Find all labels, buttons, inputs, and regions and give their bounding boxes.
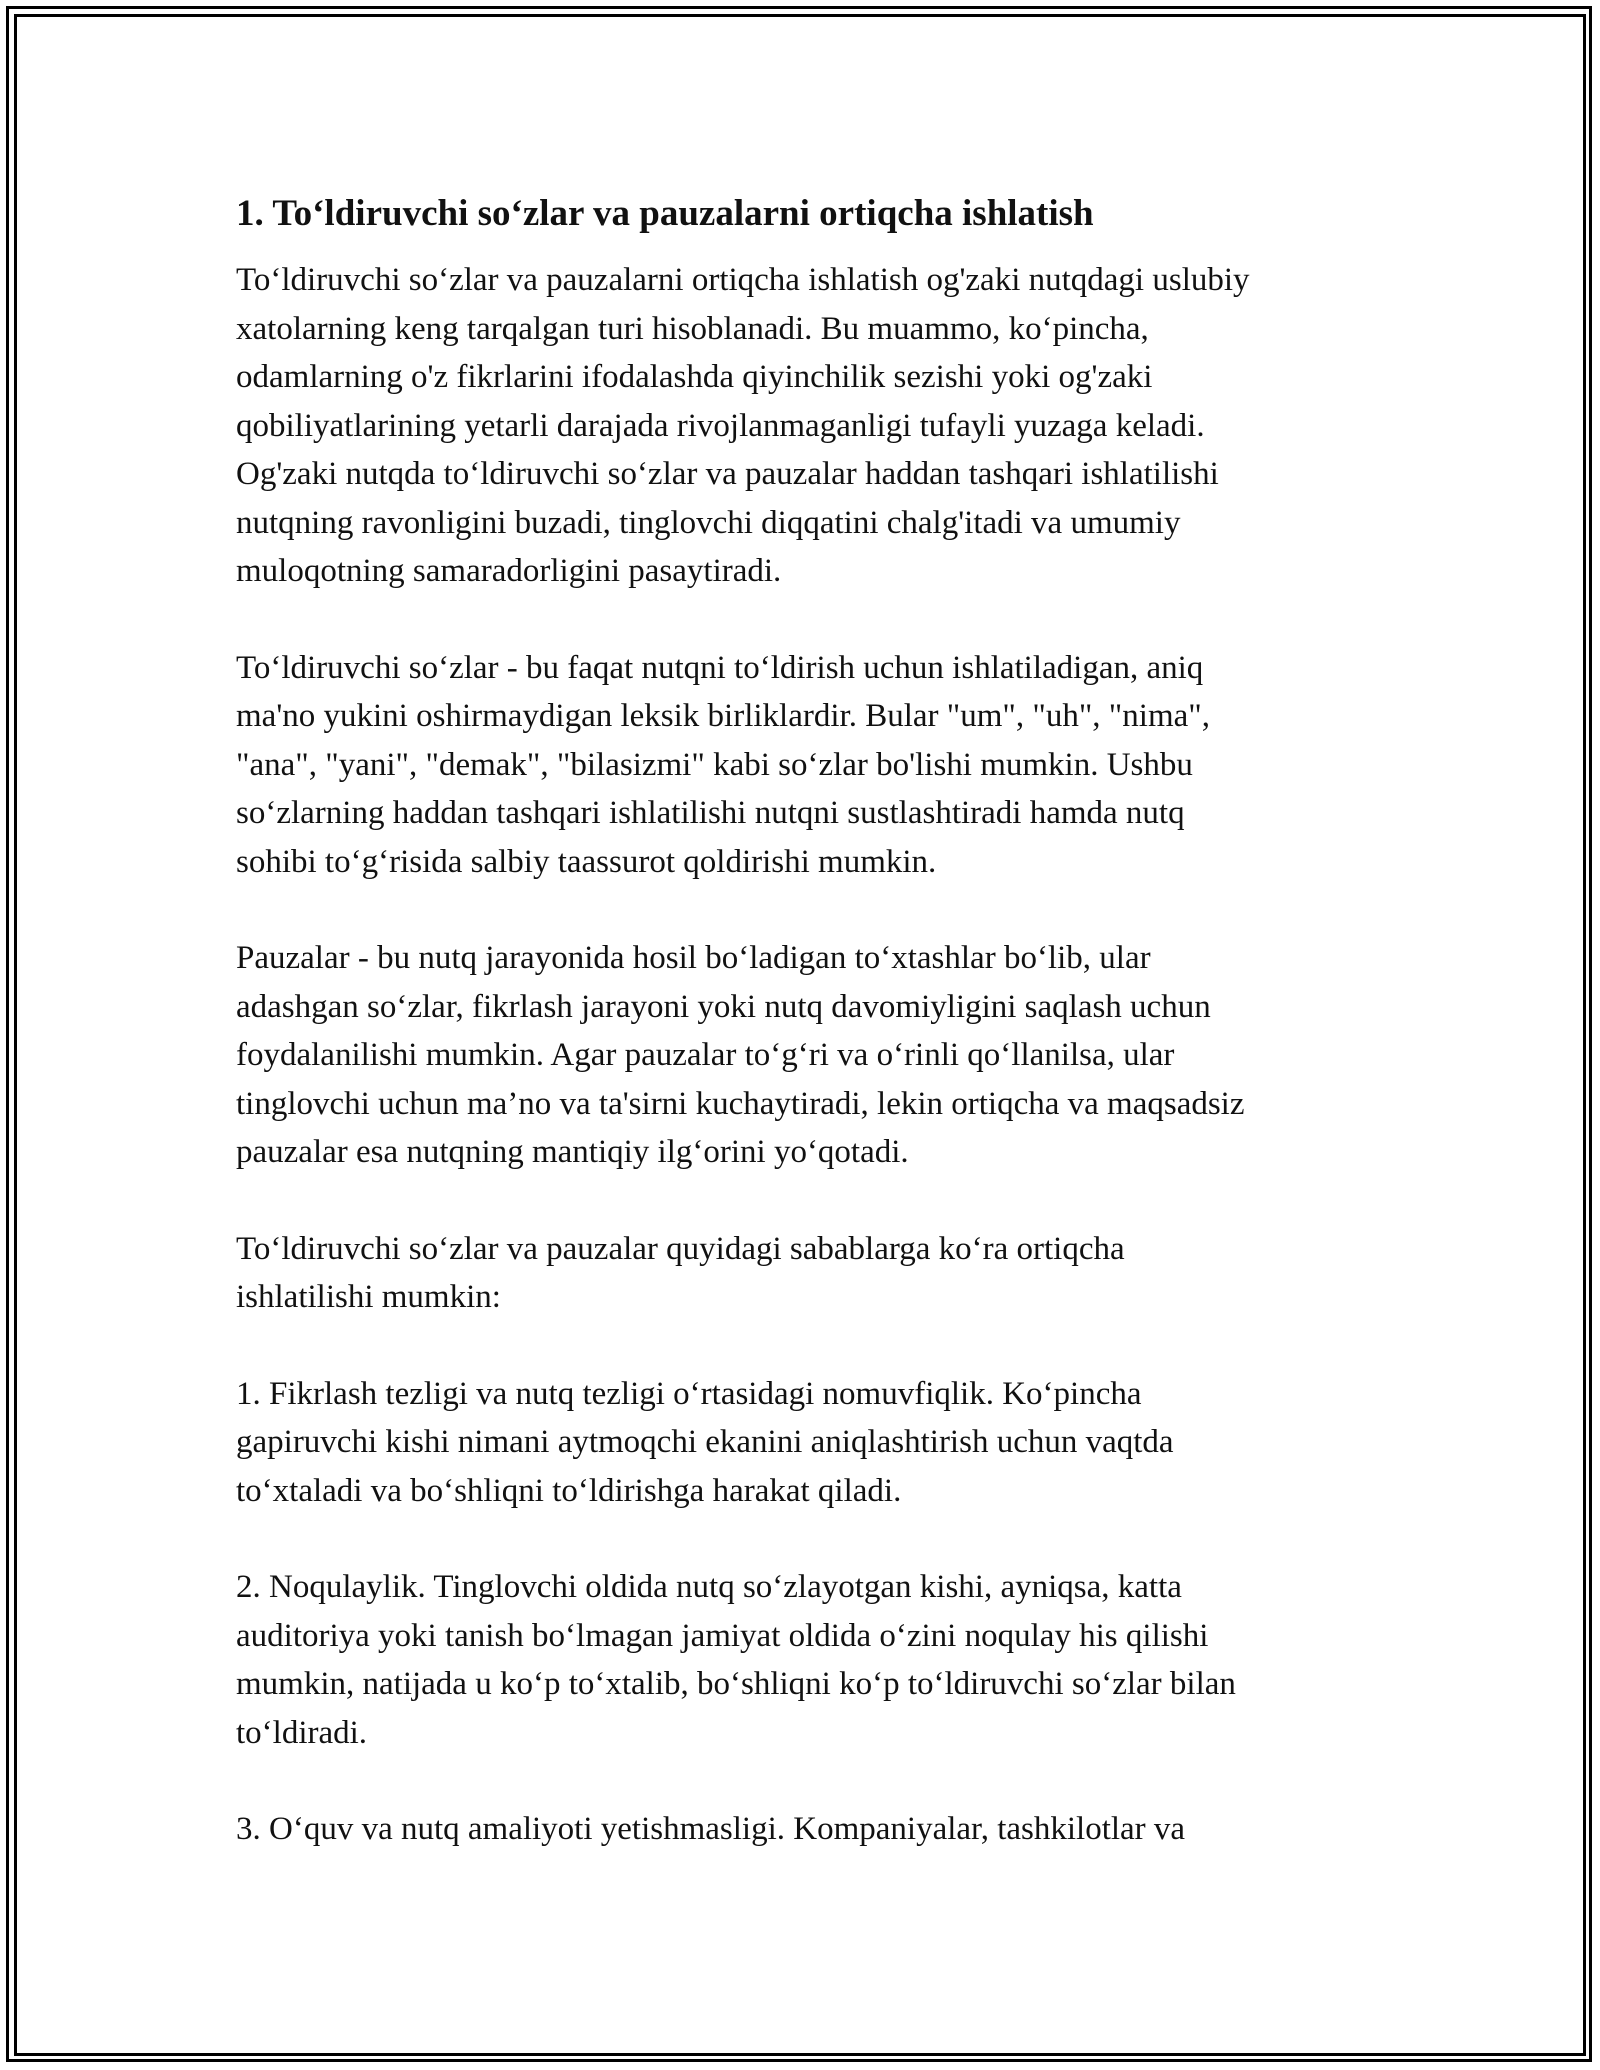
paragraph-reasons-intro xyxy=(236,1225,1396,1322)
text-line: foydalanilishi mumkin. Agar pauzalar to‘g‘ri va o‘rinli qo‘llanilsa, ular xyxy=(236,1037,1175,1073)
text-line: To‘ldiruvchi so‘zlar - bu faqat nutqni to‘ldirish uchun ishlatiladigan, aniq xyxy=(236,649,1204,686)
text-line: auditoriya yoki tanish bo‘lmagan jamiyat oldida o‘zini noqulay his qilishi xyxy=(236,1617,1209,1654)
text-line: Pauzalar - bu nutq jarayonida hosil bo‘ladigan to‘xtashlar bo‘lib, ular xyxy=(236,940,1151,976)
text-line: muloqotning samaradorligini pasaytiradi. xyxy=(236,553,782,589)
paragraph-pauses xyxy=(236,934,1396,1177)
document-body xyxy=(236,186,1396,1902)
text-line: 2. Noqulaylik. Tinglovchi oldida nutq so‘zlayotgan kishi, ayniqsa, katta xyxy=(236,1569,1182,1605)
text-line: pauzalar esa nutqning mantiqiy ilg‘orini yo‘qotadi. xyxy=(236,1134,909,1170)
paragraph-reason-2 xyxy=(236,1563,1396,1757)
text-line: xatolarning keng tarqalgan turi hisoblanadi. Bu muammo, ko‘pincha, xyxy=(236,310,1149,347)
paragraph-reason-1 xyxy=(236,1370,1396,1516)
text-line: 1. Fikrlash tezligi va nutq tezligi o‘rtasidagi nomuvfiqlik. Ko‘pincha xyxy=(236,1375,1142,1412)
paragraph-reason-3 xyxy=(236,1805,1396,1854)
paragraph-intro xyxy=(236,256,1396,596)
text-line: "ana", "yani", "demak", "bilasizmi" kabi so‘zlar bo'lishi mumkin. Ushbu xyxy=(236,746,1193,783)
text-line: 3. O‘quv va nutq amaliyoti yetishmasligi. Kompaniyalar, tashkilotlar va xyxy=(236,1811,1186,1847)
text-line: so‘zlarning haddan tashqari ishlatilishi nutqni sustlashtiradi hamda nutq xyxy=(236,795,1185,831)
paragraph-filler-words xyxy=(236,644,1396,887)
text-line: gapiruvchi kishi nimani aytmoqchi ekanini aniqlashtirish uchun vaqtda xyxy=(236,1424,1174,1460)
text-line: To‘ldiruvchi so‘zlar va pauzalar quyidagi sabablarga ko‘ra ortiqcha xyxy=(236,1230,1125,1267)
text-line: qobiliyatlarining yetarli darajada rivojlanmaganligi tufayli yuzaga keladi. xyxy=(236,407,1205,444)
text-line: To‘ldiruvchi so‘zlar va pauzalarni ortiqcha ishlatish og'zaki nutqdagi uslubiy xyxy=(236,262,1250,298)
text-line: nutqning ravonligini buzadi, tinglovchi diqqatini chalg'itadi va umumiy xyxy=(236,504,1181,541)
text-line: tinglovchi uchun ma’no va ta'sirni kuchaytiradi, lekin ortiqcha va maqsadsiz xyxy=(236,1085,1245,1122)
text-line: Og'zaki nutqda to‘ldiruvchi so‘zlar va pauzalar haddan tashqari ishlatilishi xyxy=(236,456,1219,492)
text-line: ishlatilishi mumkin: xyxy=(236,1279,501,1315)
text-line: to‘xtaladi va bo‘shliqni to‘ldirishga harakat qiladi. xyxy=(236,1472,902,1509)
text-line: sohibi to‘g‘risida salbiy taassurot qoldirishi mumkin. xyxy=(236,843,937,880)
text-line: mumkin, natijada u ko‘p to‘xtalib, bo‘shliqni ko‘p to‘ldiruvchi so‘zlar bilan xyxy=(236,1666,1236,1702)
text-line: odamlarning o'z fikrlarini ifodalashda qiyinchilik sezishi yoki og'zaki xyxy=(236,359,1153,395)
text-line: adashgan so‘zlar, fikrlash jarayoni yoki nutq davomiyligini saqlash uchun xyxy=(236,988,1211,1025)
text-line: to‘ldiradi. xyxy=(236,1714,368,1751)
section-heading: 1. To‘ldiruvchi so‘zlar va pauzalarni ortiqcha ishlatish xyxy=(236,193,1094,234)
text-line: ma'no yukini oshirmaydigan leksik birliklardir. Bular "um", "uh", "nima", xyxy=(236,698,1210,734)
